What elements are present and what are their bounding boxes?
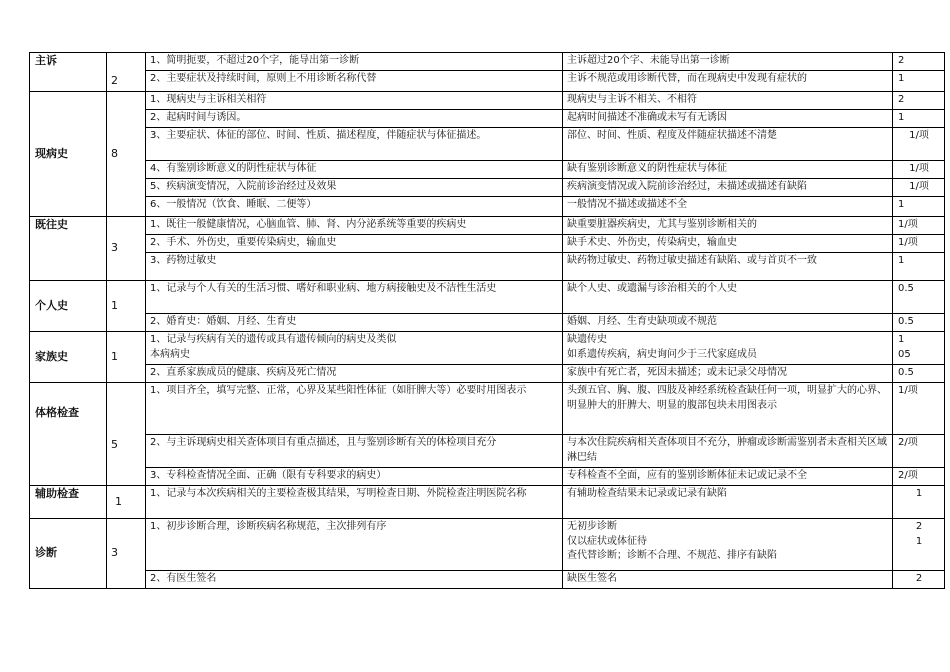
score-cell: 2/项 <box>893 468 945 486</box>
deduction-cell: 头颈五官、胸、腹、四肢及神经系统检查缺任何一项，明显扩大的心界、明显肿大的肝脾大、明显的腹部包块未用图表示 <box>563 383 893 435</box>
table-row <box>30 161 945 179</box>
score-line: 2 <box>915 521 923 532</box>
section-points-past: 3 <box>107 217 146 281</box>
deduction-cell: 起病时间描述不准确或未写有无诱因 <box>563 110 893 128</box>
deduction-cell: 缺个人史、或遗漏与诊治相关的个人史 <box>563 281 893 314</box>
deduction-cell <box>563 519 893 571</box>
requirement-cell: 1、记录与本次疾病相关的主要检查极其结果，写明检查日期、外院检查注明医院名称 <box>146 486 563 519</box>
table-row <box>30 332 945 365</box>
section-points-diag: 3 <box>107 519 146 589</box>
score-line: 1 <box>915 535 923 547</box>
deduction-cell: 婚姻、月经、生育史缺项或不规范 <box>563 314 893 332</box>
scoring-table <box>29 52 945 589</box>
requirement-cell: 2、有医生签名 <box>146 571 563 589</box>
requirement-cell: 2、与主诉现病史相关查体项目有重点描述，且与鉴别诊断有关的体检项目充分 <box>146 435 563 468</box>
section-label-aux: 辅助检查 <box>30 486 107 519</box>
score-cell: 1 <box>893 110 945 128</box>
requirement-cell: 1、既往一般健康情况，心脑血管、肺、肾、内分泌系统等重要的疾病史 <box>146 217 563 235</box>
deduction-cell: 与本次住院疾病相关查体项目不充分，肿瘤或诊断需鉴别者未查相关区域淋巴结 <box>563 435 893 468</box>
table-row <box>30 92 945 110</box>
section-label-personal: 个人史 <box>30 281 107 332</box>
table-row <box>30 253 945 281</box>
score-cell: 1 <box>893 71 945 92</box>
deduction-cell: 主诉不规范或用诊断代替，而在现病史中发现有症状的 <box>563 71 893 92</box>
section-points-present: 8 <box>107 92 146 217</box>
score-cell: 1/项 <box>893 383 945 435</box>
requirement-cell: 1、现病史与主诉相关相符 <box>146 92 563 110</box>
requirement-cell: 1、记录与个人有关的生活习惯、嗜好和职业病、地方病接触史及不洁性生活史 <box>146 281 563 314</box>
requirement-cell: 3、专科检查情况全面、正确（限有专科要求的病史） <box>146 468 563 486</box>
requirement-cell: 1、项目齐全，填写完整、正常，心界及某些阳性体征（如肝脾大等）必要时用图表示 <box>146 383 563 435</box>
score-cell: 1 <box>893 197 945 217</box>
table-row <box>30 197 945 217</box>
table-row <box>30 235 945 253</box>
deduction-cell: 缺手术史、外伤史，传染病史，输血史 <box>563 235 893 253</box>
score-cell: 2 <box>893 53 945 71</box>
deduction-cell: 有辅助检查结果未记录或记录有缺陷 <box>563 486 893 519</box>
deduction-cell: 现病史与主诉不相关、不相符 <box>563 92 893 110</box>
score-line: 1 <box>898 334 905 345</box>
section-label-diag: 诊断 <box>30 519 107 589</box>
score-line: 05 <box>898 348 911 360</box>
score-cell: 1/项 <box>893 235 945 253</box>
section-label-past: 既往史 <box>30 217 107 281</box>
section-points-family: 1 <box>107 332 146 383</box>
deduction-cell: 专科检查不全面，应有的鉴别诊断体征未记或记录不全 <box>563 468 893 486</box>
requirement-cell: 2、手术、外伤史，重要传染病史，输血史 <box>146 235 563 253</box>
deduction-line: 如系遗传疾病，病史询问少于三代家庭成员 <box>567 348 757 360</box>
table-row <box>30 486 945 519</box>
deduction-line: 查代替诊断；诊断不合理、不规范、排序有缺陷 <box>567 550 777 561</box>
requirement-cell: 5、疾病演变情况，入院前诊治经过及效果 <box>146 179 563 197</box>
requirement-cell: 2、直系家族成员的健康、疾病及死亡情况 <box>146 365 563 383</box>
table-row <box>30 435 945 468</box>
deduction-cell: 缺医生签名 <box>563 571 893 589</box>
table-row <box>30 383 945 435</box>
requirement-cell: 2、婚育史：婚姻、月经、生育史 <box>146 314 563 332</box>
section-points-chief: 2 <box>107 53 146 92</box>
deduction-line: 仅以症状或体征待 <box>567 535 647 547</box>
table-row <box>30 468 945 486</box>
table-row <box>30 71 945 92</box>
score-cell: 0.5 <box>893 365 945 383</box>
score-cell: 1 <box>893 486 945 519</box>
requirement-cell: 1、简明扼要，不超过20个字，能导出第一诊断 <box>146 53 563 71</box>
requirement-cell: 4、有鉴别诊断意义的阴性症状与体征 <box>146 161 563 179</box>
requirement-cell: 1、初步诊断合理，诊断疾病名称规范，主次排列有序 <box>146 519 563 571</box>
deduction-line: 无初步诊断 <box>567 521 617 532</box>
deduction-cell <box>563 332 893 365</box>
score-cell: 1/项 <box>893 161 945 179</box>
table-row <box>30 128 945 161</box>
table-row <box>30 519 945 571</box>
table-row <box>30 365 945 383</box>
score-cell: 1/项 <box>893 217 945 235</box>
section-points-aux: 1 <box>107 486 146 519</box>
requirement-cell <box>146 332 563 365</box>
deduction-cell: 缺重要脏器疾病史，尤其与鉴别诊断相关的 <box>563 217 893 235</box>
deduction-cell: 缺药物过敏史、药物过敏史描述有缺陷、或与首页不一致 <box>563 253 893 281</box>
score-cell <box>893 519 945 571</box>
section-points-personal: 1 <box>107 281 146 332</box>
deduction-cell: 主诉超过20个字、未能导出第一诊断 <box>563 53 893 71</box>
requirement-cell: 2、起病时间与诱因。 <box>146 110 563 128</box>
requirement-line: 1、记录与疾病有关的遗传或具有遗传倾向的病史及类似 <box>150 334 397 345</box>
deduction-cell: 部位、时间、性质、程度及伴随症状描述不清楚 <box>563 128 893 161</box>
score-cell: 2 <box>893 571 945 589</box>
deduction-line: 缺遗传史 <box>567 334 607 345</box>
score-cell: 0.5 <box>893 281 945 314</box>
score-cell: 1/项 <box>893 128 945 161</box>
section-label-present: 现病史 <box>30 92 107 217</box>
deduction-cell: 缺有鉴别诊断意义的阴性症状与体征 <box>563 161 893 179</box>
score-cell: 2 <box>893 92 945 110</box>
score-cell: 1/项 <box>893 179 945 197</box>
deduction-cell: 家族中有死亡者，死因未描述；或未记录父母情况 <box>563 365 893 383</box>
score-cell: 2/项 <box>893 435 945 468</box>
table-row <box>30 110 945 128</box>
section-label-chief: 主诉 <box>30 53 107 92</box>
section-label-family: 家族史 <box>30 332 107 383</box>
section-points-exam: 5 <box>107 383 146 486</box>
table-row <box>30 571 945 589</box>
section-label-exam: 体格检查 <box>30 383 107 486</box>
score-cell: 1 <box>893 253 945 281</box>
requirement-cell: 2、主要症状及持续时间，原则上不用诊断名称代替 <box>146 71 563 92</box>
table-row <box>30 217 945 235</box>
score-cell: 0.5 <box>893 314 945 332</box>
table-row <box>30 53 945 71</box>
table-row <box>30 314 945 332</box>
table-row <box>30 281 945 314</box>
requirement-cell: 3、主要症状、体征的部位、时间、性质、描述程度，伴随症状与体征描述。 <box>146 128 563 161</box>
score-cell <box>893 332 945 365</box>
requirement-cell: 3、药物过敏史 <box>146 253 563 281</box>
deduction-cell: 疾病演变情况或入院前诊治经过，未描述或描述有缺陷 <box>563 179 893 197</box>
requirement-cell: 6、一般情况（饮食、睡眠、二便等） <box>146 197 563 217</box>
table-row <box>30 179 945 197</box>
requirement-line: 本病病史 <box>150 348 190 360</box>
deduction-cell: 一般情况不描述或描述不全 <box>563 197 893 217</box>
